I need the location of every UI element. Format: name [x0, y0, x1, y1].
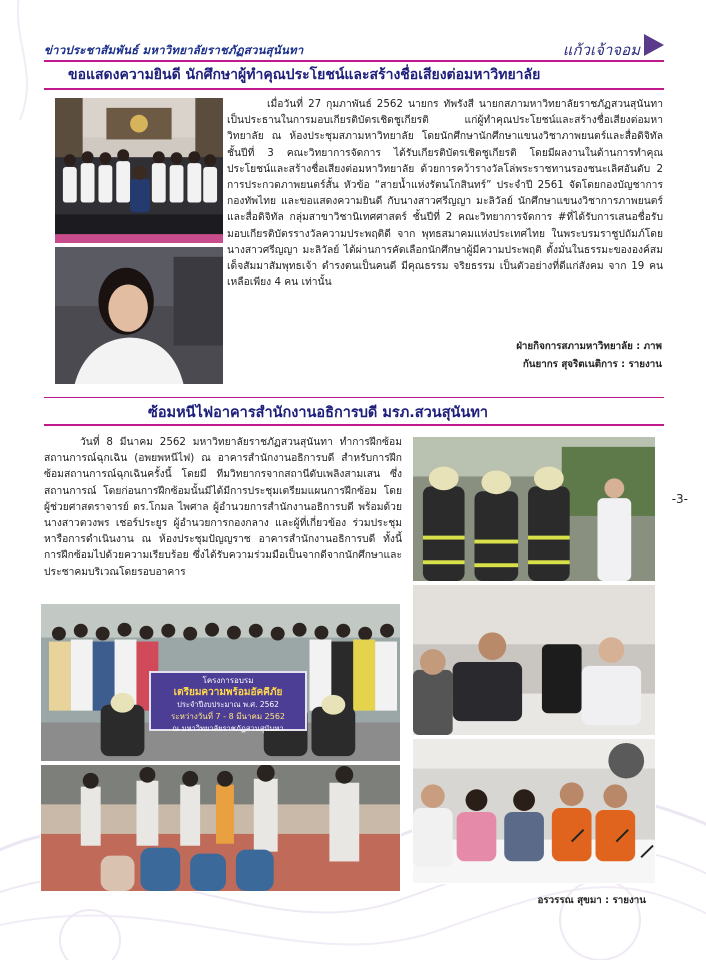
evacuation-drill-photo: [40, 764, 401, 892]
page-number: -3-: [671, 492, 688, 506]
banner-line-1: โครงการอบรม: [202, 676, 254, 685]
article1-body: เมื่อวันที่ 27 กุมภาพันธ์ 2562 นายกร ทัพรังสี นายกสภามหาวิทยาลัยราชภัฏสวนสุนันทา เป็นประธานในการมอบเกียรติบัตรเชิดชูเกียรติ แก่ผู้ทำคุณประโยชน์และสร้างชื่อเสียงต่อมหาวิทยาลัย ณ ห้องประชุมสภามหาวิทยาลัย โดยนักศึกษานักศึกษาแขนงวิชาภาพยนตร์และสื่อดิจิทัล ชั้นปีที่ 3 คณะวิทยาการจัดการ ได้รับเกียรติบัตรเชิดชูเกียรติ โดยมีผลงานในด้านการทำคุณประโยชน์และสร้างชื่อเสียงต่อมหาวิทยาลัย ด้วยการคว้ารางวัลโล่พระราชทานรองชนะเลิศอันดับ 2 การประกวดภาพยนตร์สั้น หัวข้อ “สายน้ำแห่งรัตนโกสินทร์” ประจำปี 2561 จัดโดยกองบัญชาการกองทัพไทย และขอแสดงความยินดี กับนางสาวศรีญญา มะลิวัลย์ นักศึกษาแขนงวิชาการภาพยนตร์และสื่อดิจิทัล กลุ่มสาขาวิชานิเทศศาสตร์ ชั้นปีที่ 2 คณะวิทยาการจัดการ #ที่ได้รับการเสนอชื่อรับมอบเกียรติบัตรรางวัลความประพฤติดี จาก พุทธสมาคมแห่งประเทศไทย ในพระบรมราชูปถัมภ์โดย นางสาวศรีญญา มะลิวัลย์ ได้ผ่านการคัดเลือกนักศึกษาผู้มีความประพฤติ ตั้งมั่นในธรรมะขององค์สมเด็จสัมมาสัมพุทธเจ้า ดำรงตนเป็นคนดี มีคุณธรรม จริยธรรม เป็นตัวอย่างที่ดีแก่สังคม จาก 19 คน เหลือเพียง 4 คน เท่านั้น: [227, 98, 663, 289]
article2-top-rule: [44, 397, 664, 398]
article2-body: วันที่ 8 มีนาคม 2562 มหาวิทยาลัยราชภัฏสวนสุนันทา ทำการฝึกซ้อมสถานการณ์ฉุกเฉิน (อพยพหนีไฟ) ณ อาคารสำนักงานอธิการบดี สำหรับการฝึกซ้อมสถานการณ์ฉุกเฉินครั้งนี้ โดยมี ทีมวิทยากรจากสถานีดับเพลิงสามเสน ซึ่งสถานการณ์ โดยก่อนการฝึกซ้อมนั้นมีได้มีการประชุมเตรียมแผนการฝึกซ้อม โดย ผู้ช่วยศาสตราจารย์ ดร.โกมล ไพศาล ผู้อำนวยการสำนักงานอธิการบดี พร้อมด้วย นางสาวตวงพร เชอร์ประยูร ผู้อำนวยการกองกลาง และผู้ที่เกี่ยวข้อง ร่วมประชุมหารือการดำเนินงาน ณ ห้องประชุมปัญญราช อาคารสำนักงานอธิการบดี ทั้งนี้ การฝึกซ้อมไปด้วยความเรียบร้อย ซึ่งได้รับความร่วมมือเป็นจากดีจากนักศึกษาและประชาคมบริเวณโดยรอบอาคาร: [44, 436, 402, 578]
publication-name: ข่าวประชาสัมพันธ์ มหาวิทยาลัยราชภัฏสวนสุนันทา: [44, 43, 304, 57]
drill-group-photo: [40, 603, 401, 762]
article1-report-credit: กันยากร สุจริตเนติการ : รายงาน: [522, 359, 662, 370]
article2-report-credit: อรวรรณ สุขมา : รายงาน: [537, 895, 646, 906]
article2-headline: ซ้อมหนีไฟอาคารสำนักงานอธิการบดี มรภ.สวนสุนันทา: [148, 405, 489, 421]
banner-line-5: ณ มหาวิทยาลัยราชภัฏสวนสุนันทา: [172, 724, 284, 733]
meeting-table-photo: [412, 738, 656, 884]
banner-line-3: ประจำปีงบประมาณ พ.ศ. 2562: [177, 700, 279, 709]
student-portrait-photo: [54, 246, 224, 385]
article1-photo-credit: ฝ่ายกิจการสภามหาวิทยาลัย : ภาพ: [516, 341, 662, 352]
section-name: แก้วเจ้าจอม: [562, 41, 640, 59]
award-group-photo: [54, 97, 224, 244]
article1-headline-rule: [44, 88, 664, 90]
banner-line-2: เตรียมความพร้อมอัคคีภัย: [173, 687, 283, 698]
banner-line-4: ระหว่างวันที่ 7 - 8 มีนาคม 2562: [171, 712, 285, 721]
firefighters-photo: [412, 436, 656, 582]
masthead-divider: [44, 60, 664, 62]
section-tab-marker: [644, 34, 664, 56]
training-banner: [149, 671, 307, 731]
article1-headline: ขอแสดงความยินดี นักศึกษาผู้ทำคุณประโยชน์และสร้างชื่อเสียงต่อมหาวิทยาลัย: [68, 67, 541, 83]
article2-headline-rule: [44, 424, 664, 426]
masthead: [44, 40, 664, 62]
planning-meeting-photo: [412, 584, 656, 736]
